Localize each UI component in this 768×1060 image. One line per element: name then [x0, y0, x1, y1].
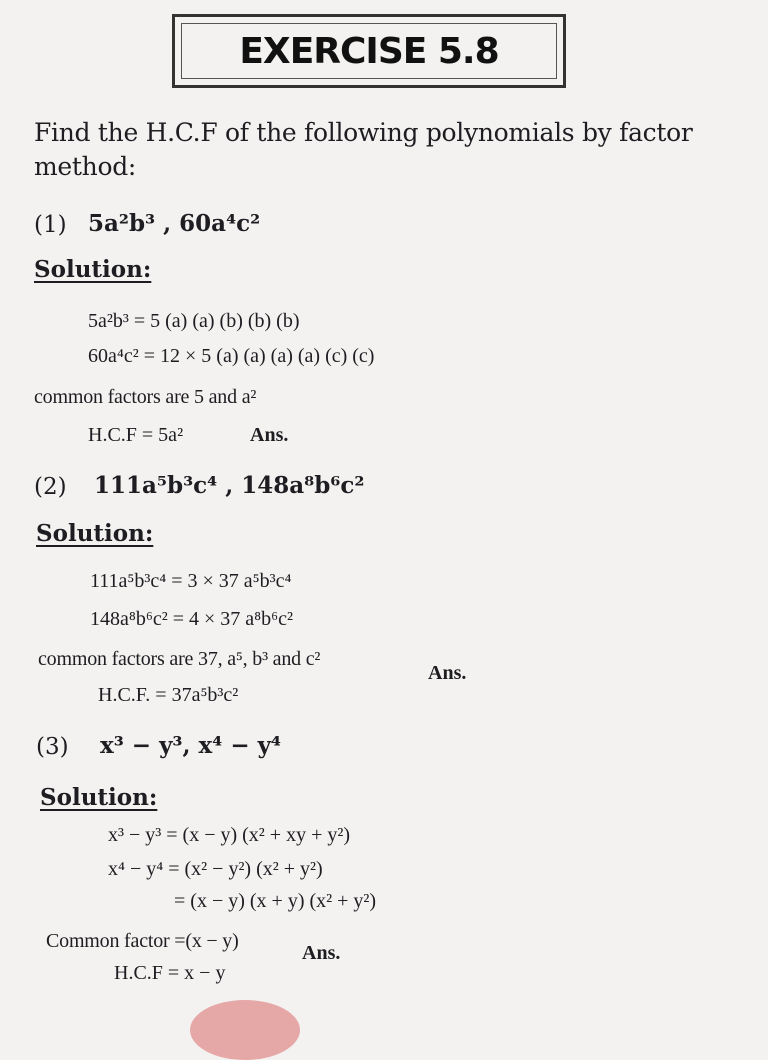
- problem-3-common-factor: Common factor =(x − y): [46, 930, 239, 952]
- problem-1-number: (1): [34, 212, 67, 238]
- problem-3-step-1: x³ − y³ = (x − y) (x² + xy + y²): [108, 824, 351, 846]
- problem-3-expression: x³ − y³, x⁴ − y⁴: [100, 732, 282, 759]
- problem-3-step-2: x⁴ − y⁴ = (x² − y²) (x² + y²): [108, 858, 323, 880]
- problem-3-number: (3): [36, 734, 69, 760]
- problem-3-step-3: = (x − y) (x + y) (x² + y²): [174, 890, 377, 912]
- problem-2-solution-label: Solution:: [36, 520, 154, 547]
- problem-3-hcf: H.C.F = x − y: [114, 962, 226, 984]
- problem-1-hcf: H.C.F = 5a²: [88, 424, 184, 446]
- problem-3-solution-label: Solution:: [40, 784, 158, 811]
- problem-2-number: (2): [34, 474, 67, 500]
- problem-1-solution-label: Solution:: [34, 256, 152, 283]
- problem-2-step-1: 111a⁵b³c⁴ = 3 × 37 a⁵b³c⁴: [90, 570, 292, 592]
- problem-2-hcf: H.C.F. = 37a⁵b³c²: [98, 684, 239, 706]
- problem-1-expression: 5a²b³ , 60a⁴c²: [88, 210, 261, 237]
- exercise-title-box: [172, 14, 566, 88]
- problem-2-answer-label: Ans.: [428, 662, 467, 684]
- finger-shadow-blob: [190, 1000, 300, 1060]
- problem-1-common-factors: common factors are 5 and a²: [34, 386, 257, 408]
- problem-2-expression: 111a⁵b³c⁴ , 148a⁸b⁶c²: [94, 472, 365, 499]
- instruction-line-2: method:: [34, 152, 137, 181]
- instruction-line-1: Find the H.C.F of the following polynomials by factor: [34, 118, 693, 147]
- problem-3-answer-label: Ans.: [302, 942, 341, 964]
- problem-1-answer-label: Ans.: [250, 424, 289, 446]
- exercise-title-inner-frame: [181, 23, 557, 79]
- problem-2-common-factors: common factors are 37, a⁵, b³ and c²: [38, 648, 321, 670]
- exercise-title: EXERCISE 5.8: [239, 30, 499, 72]
- problem-2-step-2: 148a⁸b⁶c² = 4 × 37 a⁸b⁶c²: [90, 608, 293, 630]
- problem-1-step-1: 5a²b³ = 5 (a) (a) (b) (b) (b): [88, 310, 300, 332]
- problem-1-step-2: 60a⁴c² = 12 × 5 (a) (a) (a) (a) (c) (c): [88, 345, 375, 367]
